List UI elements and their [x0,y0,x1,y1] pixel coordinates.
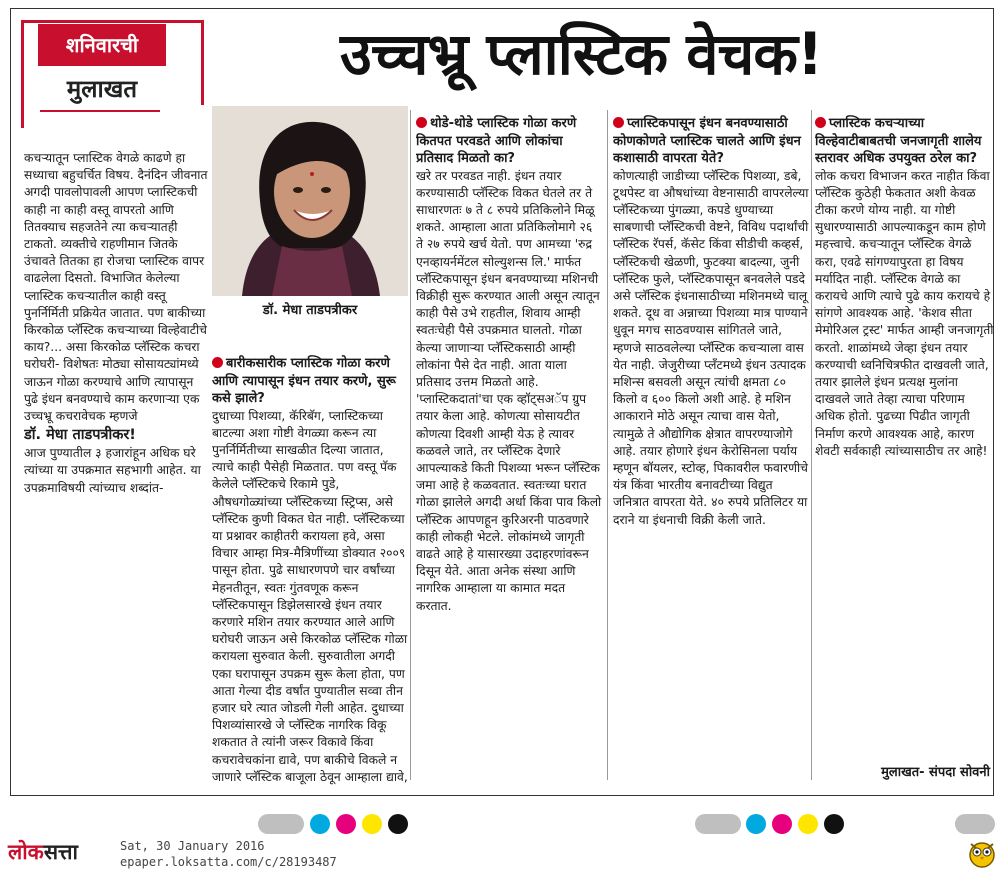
section-label: शनिवारची [38,24,166,66]
registration-mark [258,814,304,834]
owl-icon[interactable] [968,838,996,868]
column-intro [24,150,208,740]
column-2 [212,355,408,785]
headline: उच्चभ्रू प्लास्टिक वेचक! [340,20,823,88]
bullet-dot-icon [815,117,826,128]
registration-dot-cyan [746,814,766,834]
registration-dot-magenta [772,814,792,834]
edition-info [120,838,337,870]
interviewee-name: डॉ. मेधा ताडपत्रीकर! [24,427,136,444]
registration-dot-black [824,814,844,834]
section-underline [40,110,160,112]
edition-date: Sat, 30 January 2016 [120,839,265,853]
registration-mark [955,814,995,834]
registration-dot-black [388,814,408,834]
registration-dot-cyan [310,814,330,834]
column-rule [607,110,608,780]
answer-1: दुधाच्या पिशव्या, कॅरिबॅग, प्लास्टिकच्या बाटल्या अशा गोष्टी वेगळ्या करून त्या पुनर्निर्मितीच्या साखळीत दिल्या जातात, त्याचे काही पैसेही मिळतात. पण वस्तू पॅक केलेले प्लॅस्टिकचे रिकामे पुडे, औषधगोळ्यांच्या प्लॅस्टिकच्या स्ट्रिप्स, असे प्लॅस्टिक कुणी विकत घेत नाही. प्लॅस्टिकच्या या प्रश्नावर काहीतरी करायला हवे, असा विचार आम्हा मित्र-मैत्रिणींच्या डोक्यात २००९ पासून होता. पुढे साधारणपणे चार वर्षांच्या मेहनतीतून, स्वतः गुंतवणूक करून प्लॅस्टिकपासून डिझेलसारखे इंधन तयार करणारे मशिन तयार करण्यात आले आणि घरोघरी जाऊन असे किरकोळ प्लॅस्टिक गोळा करायला सुरुवात केली. सुरुवातीला अगदी एका घरापासून उपक्रम सुरू केला होता, पण आता गेल्या दीड वर्षांत पुण्यातील सव्वा तीन हजार घरे त्यात जोडली गेली आहेत. दुधाच्या पिशव्यांसारखे जे प्लॅस्टिक नागरिक विकू शकतात ते त्यांनी जरूर विकावे किंवा कचरावेचकांना द्यावे, पण बाकीचे विकले न जाणारे प्लॅस्टिक बाजूला ठेवून आम्हाला द्यावे, [212,408,408,784]
question-1: बारीकसारीक प्लास्टिक गोळा करणे आणि त्यापासून इंधन तयार करणे, सुरू कसे झाले? [212,356,396,406]
portrait-photo [212,106,408,296]
intro-text: कचऱ्यातून प्लास्टिक वेगळे काढणे हा सध्याचा बहुचर्चित विषय. दैनंदिन जीवनात अगदी पावलोपावली आपण प्लास्टिकची काही ना काही वस्तू वापरतो आणि तितक्याच सहजतेने त्या कचऱ्यातही टाकतो. व्यक्तीचे राहणीमान जितके उंचावते तितका हा रोजचा प्लास्टिक वापर वाढलेला दिसतो. विभाजित केलेल्या प्लास्टिक कचऱ्यातील काही वस्तू पुनर्निर्मिती प्रक्रियेत जातात. पण बाकीच्या किरकोळ प्लॅस्टिक कचऱ्याच्या विल्हेवाटीचे काय?... असा किरकोळ प्लॅस्टिक कचरा घरोघरी- विशेषतः मोठ्या सोसायट्यांमध्ये जाऊन गोळा करण्याचे आणि त्यापासून पुढे इंधन बनवण्याचे काम करणाऱ्या एक उच्चभ्रू कचरावेचक म्हणजे [24,151,208,424]
column-5 [815,115,995,785]
column-4 [613,115,809,785]
edition-url[interactable]: epaper.loksatta.com/c/28193487 [120,855,337,869]
byline: मुलाखत- संपदा सोवनी [881,765,990,780]
registration-dot-yellow [362,814,382,834]
bullet-dot-icon [212,357,223,368]
question-4: प्लास्टिक कचऱ्याच्या विल्हेवाटीबाबतची जनजागृती शालेय स्तरावर अधिक उपयुक्त ठरेल का? [815,116,982,166]
portrait-illustration [212,106,408,296]
registration-dot-magenta [336,814,356,834]
column-rule [811,110,812,780]
newspaper-logo[interactable]: लोकसत्ता [8,840,78,864]
answer-4: लोक कचरा विभाजन करत नाहीत किंवा प्लॅस्टिक कुठेही फेकतात अशी केवळ टीका करणे योग्य नाही. या गोष्टी सुधारण्यासाठी आपल्याकडून काम होणे महत्त्वाचे. कचऱ्यातून प्लॅस्टिक वेगळे करा, एवढे सांगण्यापुरता हा विषय मर्यादित नाही. प्लॅस्टिक वेगळे का करायचे आणि त्याचे पुढे काय करायचे हे सांगणे आवश्यक आहे. 'केशव सीता मेमोरिअल ट्रस्ट' मार्फत आम्ही जनजागृती करतो. शाळांमध्ये जेव्हा इंधन तयार करण्याची ध्वनिचित्रफीत दाखवली जाते, तयार झालेले इंधन प्रत्यक्ष मुलांना दाखवले जाते तेव्हा त्याचा परिणाम अधिक होतो. पुढच्या पिढीत जागृती निर्माण करणे आवश्यक आहे, कारण शेवटी सर्वकाही त्यांच्यासाठीच तर आहे! [815,168,994,458]
bullet-dot-icon [613,117,624,128]
photo-caption: डॉ. मेधा ताडपत्रीकर [262,303,358,318]
answer-3: कोणत्याही जाडीच्या प्लॅस्टिक पिशव्या, डबे, टूथपेस्ट वा औषधांच्या वेष्टनासाठी वापरलेल्या प्लॅस्टिकच्या पुंगळ्या, कपडे धुण्याच्या साबणाची प्लॅस्टिकची वेष्टने, विविध पदार्थांची प्लॅस्टिक रॅपर्स, कॅसेट किंवा सीडीची कव्हर्स, प्लॅस्टिकची खेळणी, फुटक्या बादल्या, जुनी प्लॅस्टिक फुले, प्लॅस्टिकपासून बनवलेले पडदे असे प्लॅस्टिक इंधनासाठीच्या मशिनमध्ये चालू शकते. दूध वा अन्नाच्या पिशव्या मात्र पाण्याने धुवून मगच साठवण्यास सांगितले जाते, म्हणजे साठवलेल्या प्लॅस्टिक कचऱ्याला वास येत नाही. जेजुरीच्या प्लँटमध्ये इंधन उत्पादक मशिन्स बसवली असून त्यांची क्षमता ८० किलो व ६०० किलो अशी आहे. हे मशिन आकाराने मोठे असून त्याचा वास येतो, त्यामुळे ते औद्योगिक क्षेत्रात वापरण्याजोगे आहे. तयार होणारे इंधन केरोसिनला पर्याय म्हणून बॉयलर, स्टोव्ह, पिकावरील फवारणीचे यंत्र किंवा भारतीय बनावटीच्या विद्युत जनित्रात वापरता येते. ४० रुपये प्रतिलिटर या दराने या इंधनाची विक्री केली जाते. [613,168,809,527]
registration-mark [695,814,741,834]
question-2: थोडे-थोडे प्लास्टिक गोळा करणे कितपत परवडते आणि लोकांचा प्रतिसाद मिळतो का? [416,116,577,166]
intro-after: आज पुण्यातील ३ हजारांहून अधिक घरे त्यांच्या या उपक्रमात सहभागी आहेत. या उपक्रमाविषयी त्यांच्याच शब्दांत- [24,446,201,495]
section-title: मुलाखत [66,75,138,103]
question-3: प्लास्टिकपासून इंधन बनवण्यासाठी कोणकोणते प्लास्टिक चालते आणि इंधन कशासाठी वापरता येते? [613,116,801,166]
registration-dot-yellow [798,814,818,834]
answer-2: खरे तर परवडत नाही. इंधन तयार करण्यासाठी प्लॅस्टिक विकत घेतले तर ते साधारणतः ७ ते ८ रुपये प्रतिकिलोने मिळू शकते. आम्हाला आता प्रतिकिलोमागे २६ ते २७ रुपये खर्च येतो. पण आमच्या 'रुद्र एनव्हायर्नमेंटल सोल्युशन्स लि.' मार्फत प्लॅस्टिकपासून इंधन बनवण्याच्या मशिनची विक्रीही सुरू करण्यात आली असून त्यातून काही पैसे उभे राहतील, शिवाय आम्ही स्वतःचेही पैसे उपक्रमात घालतो. गोळा केल्या जाणाऱ्या प्लॅस्टिकसाठी आम्ही लोकांना पैसे देत नाही. आता याला प्रतिसाद उत्तम मिळतो आहे. 'प्लास्टिकदातां'चा एक व्हॉट्सअॅप ग्रुप तयार केला आहे. कोणत्या सोसायटीत कोणत्या दिवशी आम्ही येऊ हे त्यावर कळवले जाते, तर प्लॅस्टिक देणारे आपल्याकडे किती पिशव्या भरून प्लॅस्टिक जमा आहे हे कळवतात. स्वतःच्या घरात गोळा झालेले अगदी अर्धा किंवा पाव किलो प्लॅस्टिक आपणहून कुरिअरनी पाठवणारे काही लोकही भेटले. लोकांमध्ये जागृती वाढते आहे हे यासारख्या उदाहरणांवरून दिसून येते. आता अनेक संस्था आणि नागरिक आम्हाला या कामात मदत करतात. [416,168,602,613]
bullet-dot-icon [416,117,427,128]
column-rule [410,110,411,780]
column-3 [416,115,602,785]
